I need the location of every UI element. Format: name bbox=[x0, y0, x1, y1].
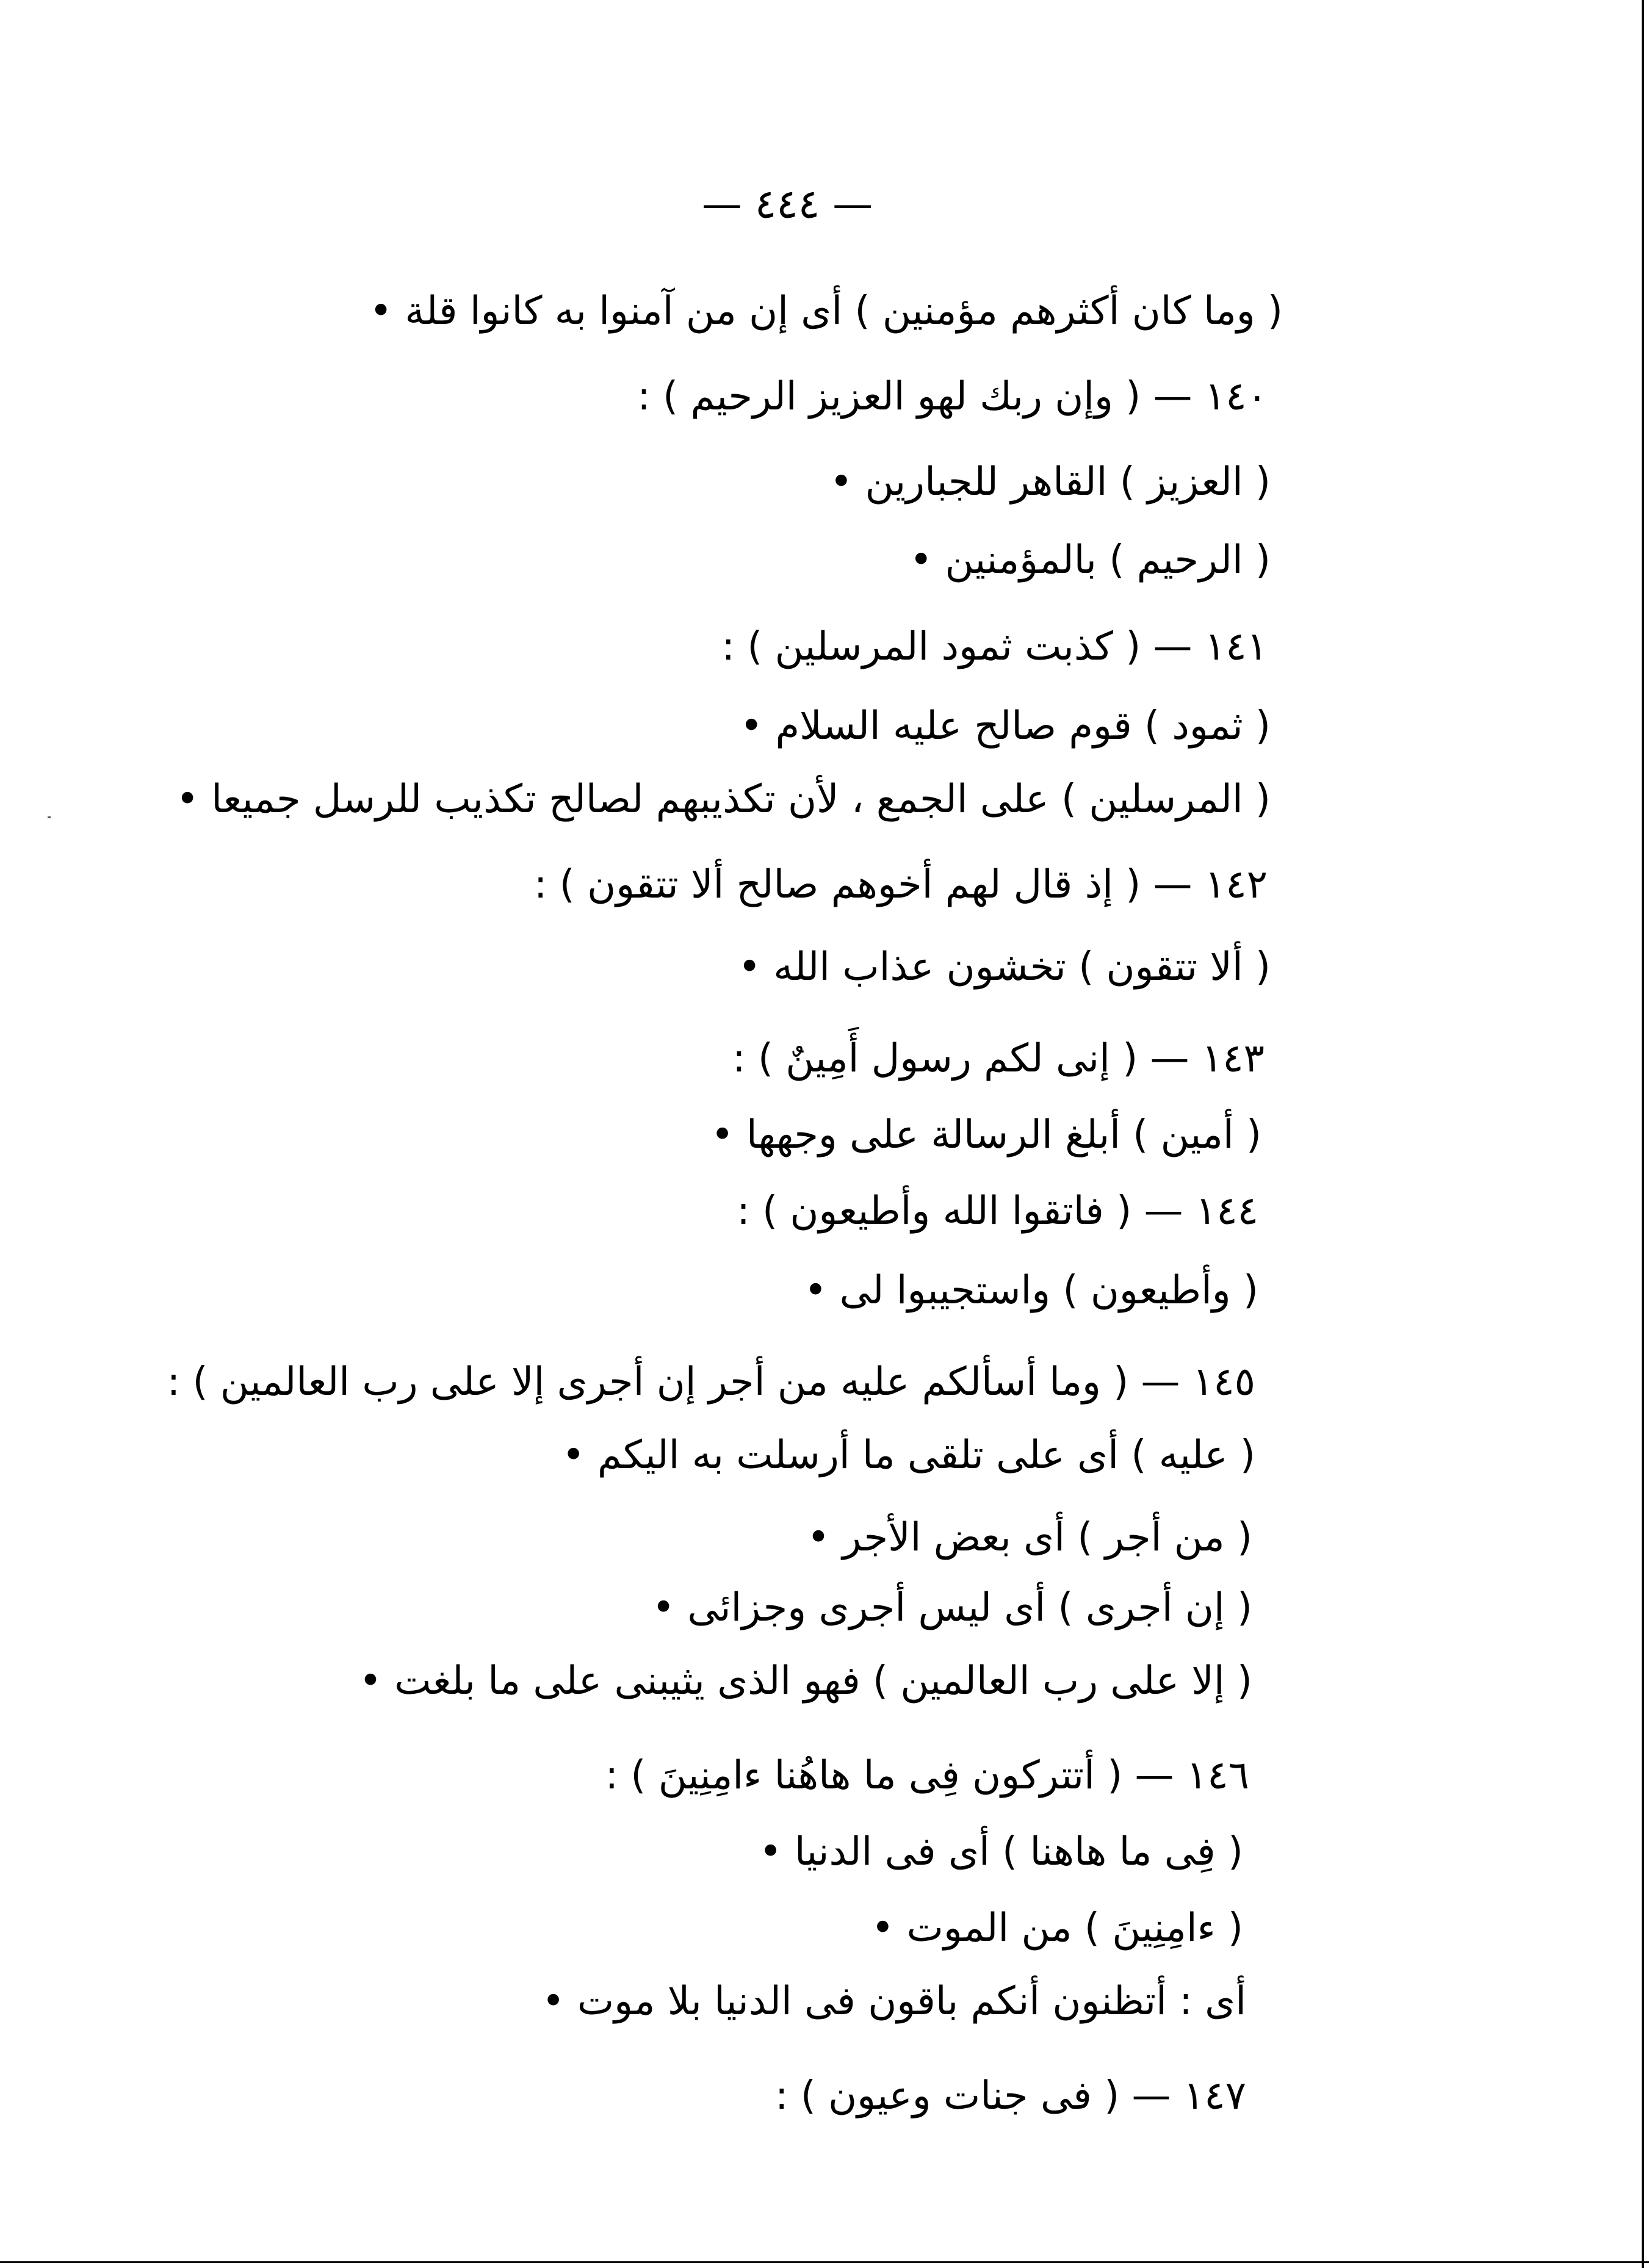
text-line: ( العزيز ) القاهر للجبارين • bbox=[829, 459, 1271, 505]
text-line: ( إن أجرى ) أى ليس أجرى وجزائى • bbox=[652, 1585, 1252, 1630]
page-edge-right bbox=[1642, 0, 1644, 2268]
text-line: ١٤٣ — ( إنى لكم رسول أَمِينٌ ) : bbox=[732, 1036, 1265, 1081]
text-line: ١٤١ — ( كذبت ثمود المرسلين ) : bbox=[721, 624, 1268, 669]
text-line: ١٤٧ — ( فى جنات وعيون ) : bbox=[774, 2073, 1246, 2119]
text-line: ( إلا على رب العالمين ) فهو الذى يثيبنى على ما بلغت • bbox=[359, 1658, 1252, 1704]
text-line: ( ألا تتقون ) تخشون عذاب الله • bbox=[738, 945, 1271, 990]
text-line: ( عليه ) أى على تلقى ما أرسلت به اليكم • bbox=[561, 1433, 1255, 1478]
text-line: أى : أتظنون أنكم باقون فى الدنيا بلا موت • bbox=[541, 1979, 1246, 2024]
scan-speck bbox=[48, 816, 51, 818]
text-line: ( من أجر ) أى بعض الأجر • bbox=[807, 1515, 1252, 1560]
text-line: ( وما كان أكثرهم مؤمنين ) أى إن من آمنوا به كانوا قلة • bbox=[369, 289, 1283, 334]
text-line: ( المرسلين ) على الجمع ، لأن تكذيبهم لصالح تكذيب للرسل جميعا • bbox=[176, 777, 1271, 822]
page-number: — ٤٤٤ — bbox=[701, 181, 873, 228]
text-line: ( وأطيعون ) واستجيبوا لى • bbox=[804, 1268, 1258, 1313]
text-line: ١٤٦ — ( أتتركون فِى ما هاهُنا ءامِنِينَ ) : bbox=[605, 1753, 1249, 1798]
page-edge-bottom bbox=[0, 2261, 1649, 2263]
text-line: ( فِى ما هاهنا ) أى فى الدنيا • bbox=[759, 1829, 1243, 1874]
text-line: ( أمين ) أبلغ الرسالة على وجهها • bbox=[710, 1112, 1261, 1157]
text-line: ١٤٠ — ( وإن ربك لهو العزيز الرحيم ) : bbox=[637, 374, 1268, 419]
text-line: ( الرحيم ) بالمؤمنين • bbox=[909, 538, 1271, 583]
text-line: ( ثمود ) قوم صالح عليه السلام • bbox=[740, 704, 1271, 749]
text-line: ١٤٤ — ( فاتقوا الله وأطيعون ) : bbox=[737, 1189, 1258, 1234]
text-line: ( ءامِنِينَ ) من الموت • bbox=[871, 1906, 1243, 1951]
text-line: ١٤٢ — ( إذ قال لهم أخوهم صالح ألا تتقون ) : bbox=[533, 862, 1268, 907]
text-line: ١٤٥ — ( وما أسألكم عليه من أجر إن أجرى إلا على رب العالمين ) : bbox=[167, 1359, 1255, 1405]
